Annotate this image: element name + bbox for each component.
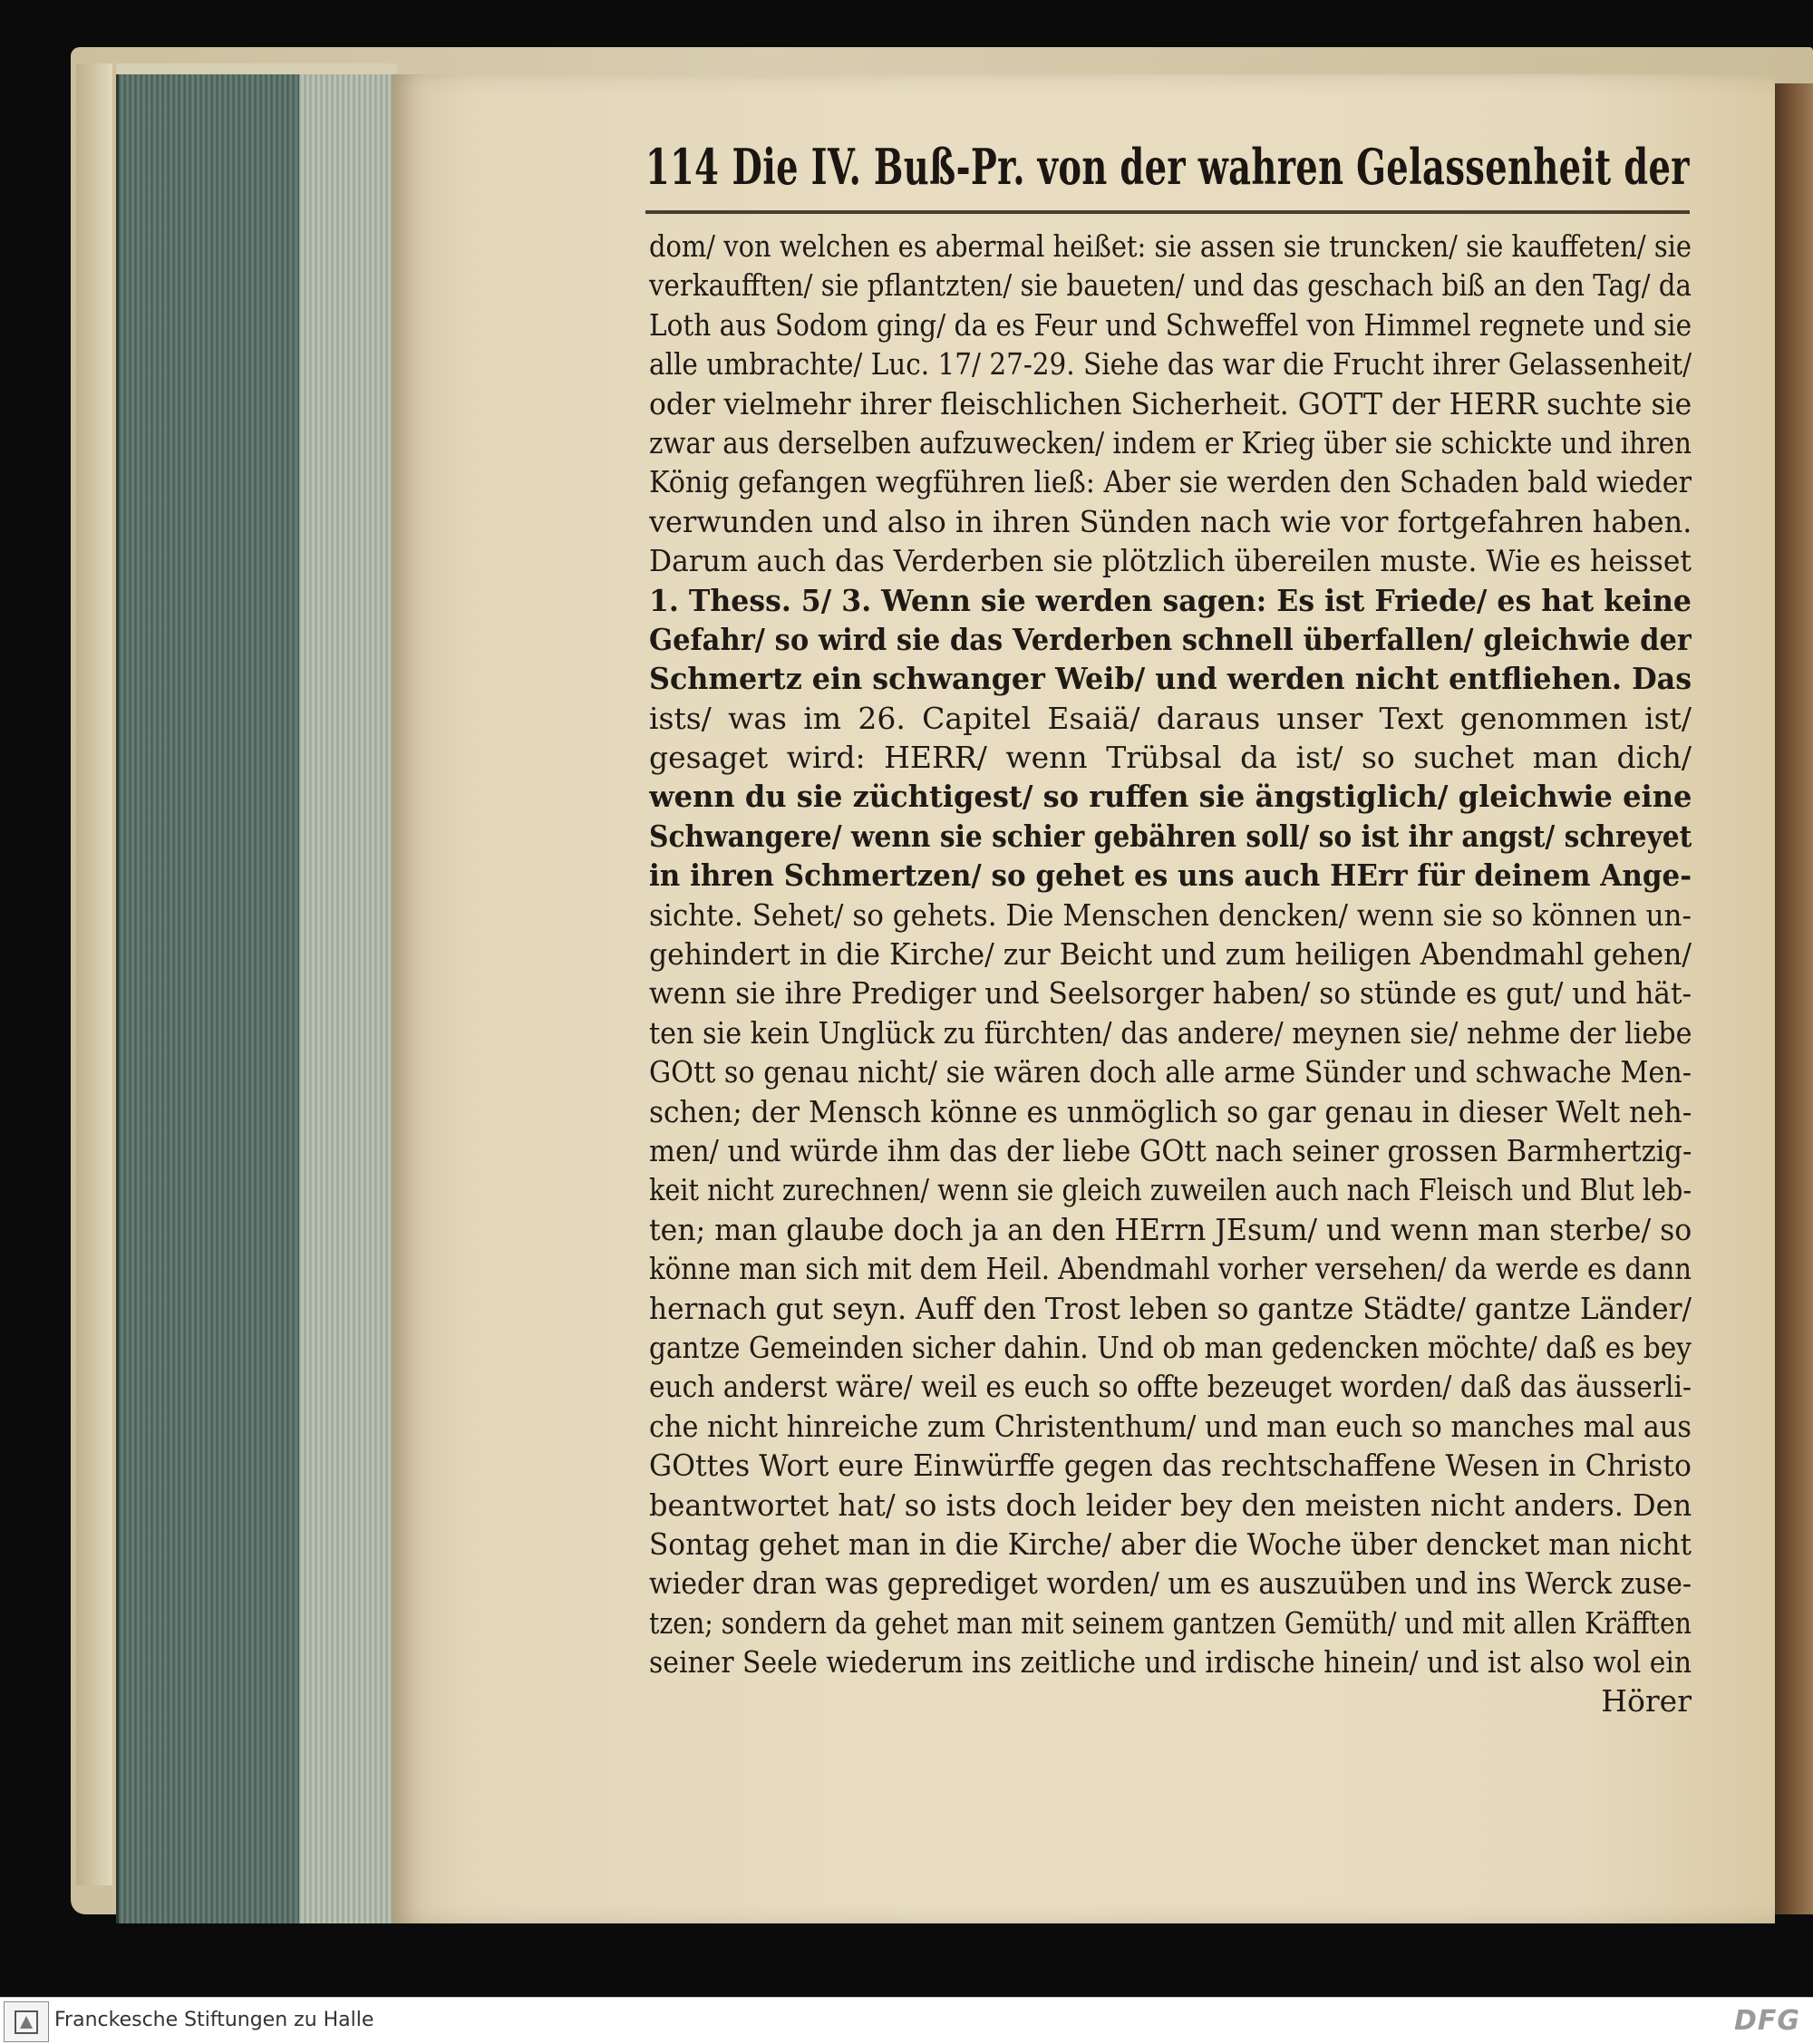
- text-line: hernach gut seyn. Auff den Trost leben so gantze Städte/ gantze Länder/: [649, 1290, 1692, 1326]
- text-line: könne man sich mit dem Heil. Abendmahl vorher versehen/ da werde es dann: [649, 1251, 1692, 1287]
- page-block-fore-edge-light: [299, 74, 393, 1923]
- running-header: [645, 138, 1690, 201]
- text-line: dom/ von welchen es abermal heißet: sie assen sie truncken/ sie kauffeten/ sie: [649, 228, 1692, 264]
- text-line: in ihren Schmertzen/ so gehet es uns auch HErr für deinem Ange-: [649, 857, 1692, 894]
- text-line: beantwortet hat/ so ists doch leider bey den meisten nicht anders. Den: [649, 1487, 1692, 1523]
- text-line: euch anderst wäre/ weil es euch so offte bezeuget worden/ daß das äusserli-: [649, 1369, 1692, 1405]
- text-line: gesaget wird: HERR/ wenn Trübsal da ist/ so suchet man dich/: [649, 740, 1692, 776]
- text-line: verkaufften/ sie pflantzten/ sie baueten/ und das geschach biß an den Tag/ da: [649, 267, 1692, 304]
- text-line: schen; der Mensch könne es unmöglich so gar genau in dieser Welt neh-: [649, 1093, 1692, 1129]
- text-line: oder vielmehr ihrer fleischlichen Sicherheit. GOTT der HERR suchte sie: [649, 385, 1692, 421]
- text-line: keit nicht zurechnen/ wenn sie gleich zuweilen auch nach Fleisch und Blut leb-: [649, 1172, 1692, 1208]
- text-line: Sontag gehet man in die Kirche/ aber die Woche über dencket man nicht: [649, 1526, 1692, 1562]
- text-line: gantze Gemeinden sicher dahin. Und ob man gedencken möchte/ daß es bey: [649, 1329, 1692, 1365]
- text-line: wenn sie ihre Prediger und Seelsorger haben/ so stünde es gut/ und hät-: [649, 975, 1692, 1012]
- text-line: Schmertz ein schwanger Weib/ und werden nicht entfliehen. Das: [649, 661, 1692, 697]
- text-line: men/ und würde ihm das der liebe GOtt nach seiner grossen Barmhertzig-: [649, 1132, 1692, 1168]
- text-line: Gefahr/ so wird sie das Verderben schnell überfallen/ gleichwie der: [649, 621, 1692, 657]
- text-line: che nicht hinreiche zum Christenthum/ und man euch so manches mal aus: [649, 1408, 1692, 1444]
- text-line: 1. Thess. 5/ 3. Wenn sie werden sagen: Es ist Friede/ es hat keine: [649, 582, 1692, 618]
- text-line: zwar aus derselben aufzuwecken/ indem er Krieg über sie schickte und ihren: [649, 424, 1692, 460]
- foundation-logo-icon[interactable]: [4, 2001, 49, 2042]
- text-line: wenn du sie züchtigest/ so ruffen sie ängstiglich/ gleichwie eine: [649, 779, 1692, 815]
- text-line: Schwangere/ wenn sie schier gebähren soll/ so ist ihr angst/ schreyet: [649, 818, 1692, 854]
- page-number: 114: [645, 138, 720, 196]
- text-line: Darum auch das Verderben sie plötzlich übereilen muste. Wie es heisset: [649, 543, 1692, 579]
- header-rule: [645, 210, 1690, 214]
- text-line: verwunden und also in ihren Sünden nach wie vor fortgefahren haben.: [649, 503, 1692, 539]
- institution-name[interactable]: Franckesche Stiftungen zu Halle: [54, 2009, 374, 2031]
- text-line: alle umbrachte/ Luc. 17/ 27-29. Siehe das war die Frucht ihrer Gelassenheit/: [649, 346, 1692, 383]
- cover-edge: [76, 63, 112, 1885]
- text-line: König gefangen wegführen ließ: Aber sie werden den Schaden bald wieder: [649, 464, 1692, 500]
- dfg-logo: DFG: [1733, 2005, 1800, 2037]
- text-line: ists/ was im 26. Capitel Esaiä/ daraus unser Text genommen ist/: [649, 700, 1692, 736]
- text-line: seiner Seele wiederum ins zeitliche und irdische hinein/ und ist also wol ein: [649, 1644, 1692, 1681]
- text-line: wieder dran was geprediget worden/ um es auszuüben und ins Werck zuse-: [649, 1565, 1692, 1602]
- viewer-footer: [0, 1997, 1813, 2044]
- text-line: sichte. Sehet/ so gehets. Die Menschen dencken/ wenn sie so können un-: [649, 896, 1692, 933]
- text-line: ten sie kein Unglück zu fürchten/ das andere/ meynen sie/ nehme der liebe: [649, 1014, 1692, 1051]
- foundation-logo-graphic: [13, 2009, 40, 2036]
- text-line: GOttes Wort eure Einwürffe gegen das rechtschaffene Wesen in Christo: [649, 1448, 1692, 1484]
- catchword: Hörer: [1601, 1683, 1692, 1719]
- text-line: ten; man glaube doch ja an den HErrn JEsum/ und wenn man sterbe/ so: [649, 1211, 1692, 1247]
- body-text: [649, 227, 1692, 1721]
- text-line: gehindert in die Kirche/ zur Beicht und zum heiligen Abendmahl gehen/: [649, 936, 1692, 973]
- text-line: tzen; sondern da gehet man mit seinem gantzen Gemüth/ und mit allen Kräfften: [649, 1604, 1692, 1641]
- text-line: Loth aus Sodom ging/ da es Feur und Schweffel von Himmel regnete und sie: [649, 306, 1692, 343]
- text-line: GOtt so genau nicht/ sie wären doch alle arme Sünder und schwache Men-: [649, 1054, 1692, 1090]
- running-title: Die IV. Buß-Pr. von der wahren Gelassenheit der: [732, 138, 1690, 196]
